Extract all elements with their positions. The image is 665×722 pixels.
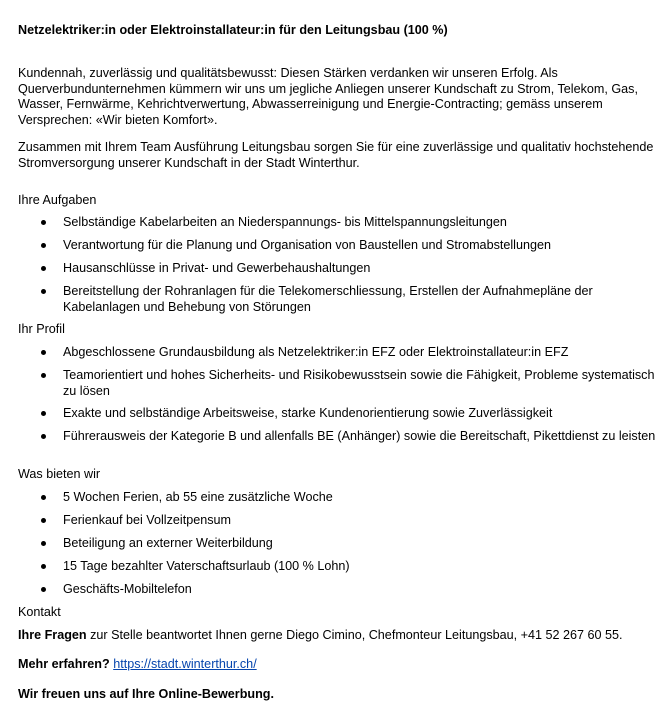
list-item-text: Abgeschlossene Grundausbildung als Netzelektriker:in EFZ oder Elektroinstallateur:in EFZ xyxy=(63,345,569,359)
fragen-text: zur Stelle beantwortet Ihnen gerne Diego Cimino, Chefmonteur Leitungsbau, +41 52 267 60 55. xyxy=(86,628,623,642)
list-item-text: Beteiligung an externer Weiterbildung xyxy=(63,536,273,550)
bullet-icon xyxy=(41,564,46,569)
bullet-icon xyxy=(41,411,46,416)
profil-heading: Ihr Profil xyxy=(18,322,65,336)
bullet-icon xyxy=(41,495,46,500)
list-item-text: Hausanschlüsse in Privat- und Gewerbehaushaltungen xyxy=(63,261,371,275)
bullet-icon xyxy=(41,350,46,355)
bullet-icon xyxy=(41,541,46,546)
bullet-icon xyxy=(41,220,46,225)
team-paragraph: Zusammen mit Ihrem Team Ausführung Leitungsbau sorgen Sie für eine zuverlässige und qualitativ hochstehende Stromversorgung unserer Kundschaft in der Stadt Winterthur. xyxy=(18,140,654,170)
list-item-text: Verantwortung für die Planung und Organisation von Baustellen und Stromabstellungen xyxy=(63,238,551,252)
angebot-heading: Was bieten wir xyxy=(18,467,101,481)
bullet-icon xyxy=(41,289,46,294)
list-item-text: Bereitstellung der Rohranlagen für die Telekomerschliessung, Erstellen der Aufnahmepläne der Kabelanlagen und Behebung von Störungen xyxy=(63,284,593,314)
contact-paragraph xyxy=(18,628,658,644)
closing-line: Wir freuen uns auf Ihre Online-Bewerbung. xyxy=(18,687,274,701)
intro-paragraph: Kundennah, zuverlässig und qualitätsbewusst: Diesen Stärken verdanken wir unseren Erfolg. Als Querverbundunternehmen kümmern wir uns um jegliche Anliegen unserer Kundschaft zu Strom, Telekom, Gas, Wasser, Fernwärme, Kehrichtverwertung, Abwasserreinigung und Energie-Contracting; gemäss unserem Versprechen: «Wir bieten Komfort». xyxy=(18,66,638,127)
bullet-icon xyxy=(41,243,46,248)
aufgaben-heading: Ihre Aufgaben xyxy=(18,193,97,207)
list-item-text: Teamorientiert und hohes Sicherheits- und Risikobewusstsein sowie die Fähigkeit, Probleme systematisch zu lösen xyxy=(63,368,655,398)
list-item-text: Führerausweis der Kategorie B und allenfalls BE (Anhänger) sowie die Bereitschaft, Pikettdienst zu leisten xyxy=(63,429,656,443)
website-link[interactable]: https://stadt.winterthur.ch/ xyxy=(113,657,257,671)
list-item-text: 5 Wochen Ferien, ab 55 eine zusätzliche Woche xyxy=(63,490,333,504)
bullet-icon xyxy=(41,518,46,523)
list-item-text: Selbständige Kabelarbeiten an Niederspannungs- bis Mittelspannungsleitungen xyxy=(63,215,507,229)
fragen-label: Ihre Fragen xyxy=(18,628,87,642)
bullet-icon xyxy=(41,373,46,378)
kontakt-heading: Kontakt xyxy=(18,605,61,619)
bullet-icon xyxy=(41,266,46,271)
job-title: Netzelektriker:in oder Elektroinstallateur:in für den Leitungsbau (100 %) xyxy=(18,23,448,37)
list-item-text: Geschäfts-Mobiltelefon xyxy=(63,582,192,596)
bullet-icon xyxy=(41,434,46,439)
list-item-text: Ferienkauf bei Vollzeitpensum xyxy=(63,513,232,527)
more-info-line xyxy=(18,657,658,673)
bullet-icon xyxy=(41,587,46,592)
list-item-text: Exakte und selbständige Arbeitsweise, starke Kundenorientierung sowie Zuverlässigkeit xyxy=(63,406,553,420)
list-item-text: 15 Tage bezahlter Vaterschaftsurlaub (100 % Lohn) xyxy=(63,559,350,573)
mehr-label: Mehr erfahren? xyxy=(18,657,110,671)
